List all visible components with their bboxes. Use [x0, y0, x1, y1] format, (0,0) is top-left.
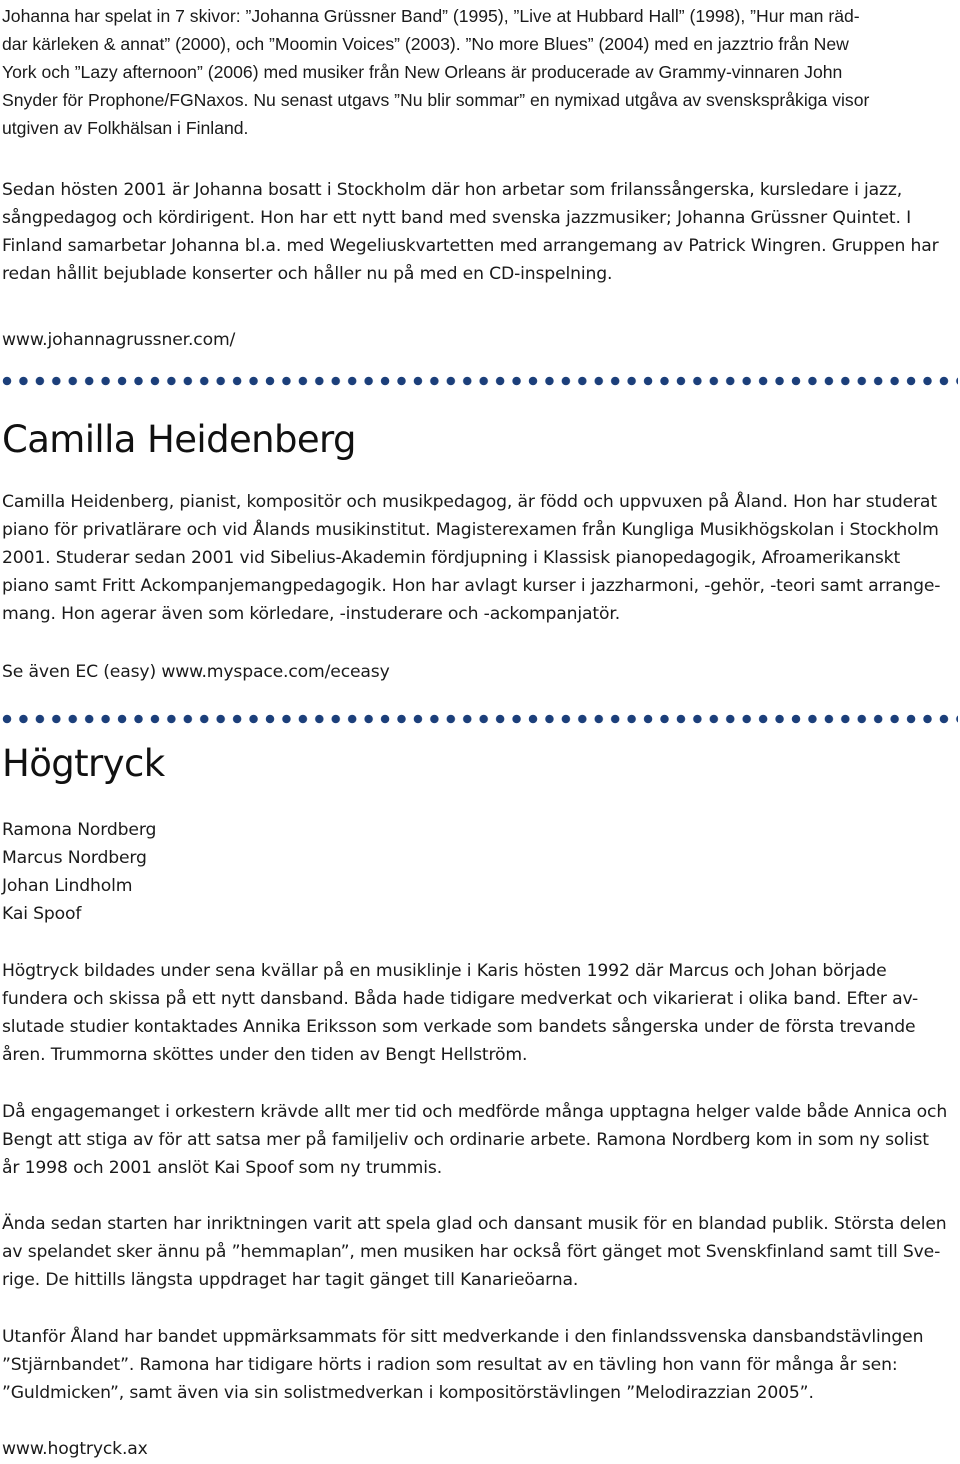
- dotted-divider: [2, 714, 958, 724]
- hogtryck-paragraph-2: [2, 1098, 958, 1182]
- camilla-see-also: [2, 658, 958, 686]
- dotted-divider: [2, 376, 958, 386]
- johanna-website[interactable]: [2, 326, 958, 354]
- para-line: sångpedagog och kördirigent. Hon har ett nytt band med svenska jazzmusiker; Johanna Grüssner Quintet. I: [2, 208, 912, 228]
- para-line: Camilla Heidenberg, pianist, kompositör och musikpedagog, är född och uppvuxen på Åland. Hon har studerat: [2, 492, 937, 512]
- hogtryck-website-link[interactable]: www.hogtryck.ax: [2, 1439, 148, 1459]
- para-line: slutade studier kontaktades Annika Eriksson som verkade som bandets sångerska under de första trevande: [2, 1017, 916, 1037]
- intro-line: Johanna har spelat in 7 skivor: ”Johanna Grüssner Band” (1995), ”Live at Hubbard Hall” (1998), ”Hur man räd-: [2, 6, 860, 26]
- para-line: Högtryck bildades under sena kvällar på en musiklinje i Karis hösten 1992 där Marcus och Johan började: [2, 961, 887, 981]
- section-title-camilla: Camilla Heidenberg: [2, 418, 356, 461]
- para-line: redan hållit bejublade konserter och håller nu på med en CD-inspelning.: [2, 264, 613, 284]
- para-line: ”Stjärnbandet”. Ramona har tidigare hörts i radion som resultat av en tävling hon vann för många år sen:: [2, 1355, 898, 1375]
- johanna-paragraph-2: [2, 176, 958, 288]
- member-name: Marcus Nordberg: [2, 848, 147, 868]
- hogtryck-paragraph-4: [2, 1323, 958, 1407]
- camilla-paragraph: [2, 488, 958, 628]
- para-line: ”Guldmicken”, samt även via sin solistmedverkan i kompositörstävlingen ”Melodirazzian 2005”.: [2, 1383, 814, 1403]
- para-line: Finland samarbetar Johanna bl.a. med Wegeliuskvartetten med arrangemang av Patrick Wingren. Gruppen har: [2, 236, 939, 256]
- para-line: Bengt att stiga av för att satsa mer på familjeliv och ordinarie arbete. Ramona Nordberg kom in som ny solist: [2, 1130, 929, 1150]
- johanna-website-link[interactable]: www.johannagrussner.com/: [2, 330, 236, 350]
- para-line: 2001. Studerar sedan 2001 vid Sibelius-Akademin fördjupning i Klassisk pianopedagogik, Afroamerikanskt: [2, 548, 901, 568]
- para-line: rige. De hittills längsta uppdraget har tagit gänget till Kanarieöarna.: [2, 1270, 579, 1290]
- section-title-hogtryck: Högtryck: [2, 742, 165, 785]
- intro-paragraph: [2, 2, 958, 142]
- para-line: Då engagemanget i orkestern krävde allt mer tid och medförde många upptagna helger valde både Annica och: [2, 1102, 948, 1122]
- intro-line: York och ”Lazy afternoon” (2006) med musiker från New Orleans är producerade av Grammy-vinnaren John: [2, 62, 843, 82]
- para-line: av spelandet sker ännu på ”hemmaplan”, men musiken har också fört gänget mot Svenskfinland samt till Sve-: [2, 1242, 941, 1262]
- para-line: piano samt Fritt Ackompanjemangpedagogik. Hon har avlagt kurser i jazzharmoni, -gehör, -teori samt arrange-: [2, 576, 941, 596]
- intro-text: [2, 2, 958, 142]
- member-name: Ramona Nordberg: [2, 820, 157, 840]
- para-line: åren. Trummorna sköttes under den tiden av Bengt Hellström.: [2, 1045, 528, 1065]
- member-name: Kai Spoof: [2, 904, 82, 924]
- para-line: år 1998 och 2001 anslöt Kai Spoof som ny trummis.: [2, 1158, 443, 1178]
- para-line: Ända sedan starten har inriktningen varit att spela glad och dansant musik för en blandad publik. Största delen: [2, 1214, 947, 1234]
- hogtryck-website[interactable]: [2, 1435, 958, 1463]
- intro-line: utgiven av Folkhälsan i Finland.: [2, 118, 249, 138]
- para-line: piano för privatlärare och vid Ålands musikinstitut. Magisterexamen från Kungliga Musikhögskolan i Stockholm: [2, 520, 939, 540]
- member-list: [2, 816, 958, 928]
- para-line: mang. Hon agerar även som körledare, -instuderare och -ackompanjatör.: [2, 604, 621, 624]
- hogtryck-paragraph-3: [2, 1210, 958, 1294]
- member-name: Johan Lindholm: [2, 876, 133, 896]
- intro-line: dar kärleken & annat” (2000), och ”Moomin Voices” (2003). ”No more Blues” (2004) med en jazztrio från New: [2, 34, 849, 54]
- intro-line: Snyder för Prophone/FGNaxos. Nu senast utgavs ”Nu blir sommar” en nymixad utgåva av svenskspråkiga visor: [2, 90, 870, 110]
- para-line: Utanför Åland har bandet uppmärksammats för sitt medverkande i den finlandssvenska dansbandstävlingen: [2, 1327, 924, 1347]
- hogtryck-paragraph-1: [2, 957, 958, 1069]
- see-also-text: Se även EC (easy) www.myspace.com/eceasy: [2, 662, 390, 682]
- para-line: Sedan hösten 2001 är Johanna bosatt i Stockholm där hon arbetar som frilanssångerska, kursledare i jazz,: [2, 180, 903, 200]
- para-line: fundera och skissa på ett nytt dansband. Båda hade tidigare medverkat och vikarierat i olika band. Efter av-: [2, 989, 919, 1009]
